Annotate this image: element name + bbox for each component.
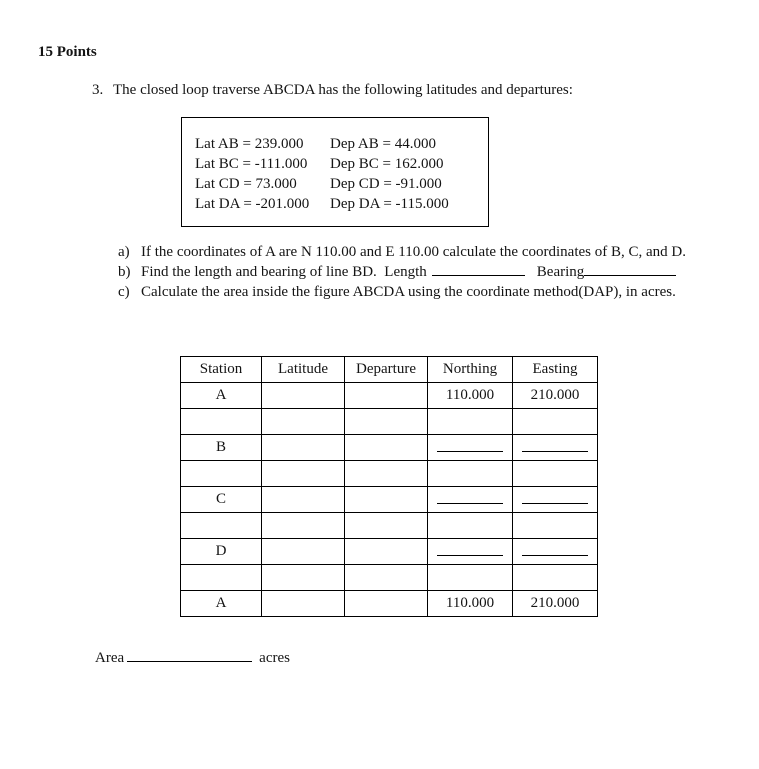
cell-northing [428, 435, 513, 461]
cell-latitude [262, 383, 345, 409]
easting-answer-blank [522, 490, 588, 504]
given-line [182, 174, 488, 194]
lat-cd-value: Lat CD = 73.000 [195, 176, 297, 192]
cell-departure [345, 539, 428, 565]
table-row-spacer [181, 513, 598, 539]
cell-northing [428, 461, 513, 487]
table-row-spacer [181, 409, 598, 435]
dep-cd-value: Dep CD = -91.000 [330, 176, 442, 192]
area-unit-label: acres [259, 650, 290, 666]
cell-easting [513, 435, 598, 461]
subquestion-b [118, 262, 676, 282]
cell-easting [513, 565, 598, 591]
cell-station [181, 565, 262, 591]
northing-answer-blank [437, 542, 503, 556]
length-answer-blank [432, 262, 525, 276]
column-header-station: Station [181, 357, 262, 383]
cell-station: B [181, 435, 262, 461]
cell-departure [345, 409, 428, 435]
given-line [182, 154, 488, 174]
cell-latitude [262, 487, 345, 513]
subquestion-a [118, 242, 686, 262]
cell-easting [513, 539, 598, 565]
cell-northing: 110.000 [428, 591, 513, 617]
cell-northing [428, 565, 513, 591]
table-row-station-a [181, 383, 598, 409]
cell-northing [428, 513, 513, 539]
lat-bc-value: Lat BC = -111.000 [195, 156, 308, 172]
question-number: 3. [92, 82, 104, 98]
cell-latitude [262, 565, 345, 591]
dep-ab-value: Dep AB = 44.000 [330, 136, 436, 152]
bearing-answer-blank [584, 262, 676, 276]
cell-station: A [181, 591, 262, 617]
cell-departure [345, 591, 428, 617]
column-header-departure: Departure [345, 357, 428, 383]
part-a-text: If the coordinates of A are N 110.00 and E 110.00 calculate the coordinates of B, C, and D. [141, 244, 686, 260]
cell-northing: 110.000 [428, 383, 513, 409]
dep-bc-value: Dep BC = 162.000 [330, 156, 444, 172]
part-c-text: Calculate the area inside the figure ABCDA using the coordinate method(DAP), in acres. [141, 284, 676, 300]
northing-answer-blank [437, 438, 503, 452]
column-header-latitude: Latitude [262, 357, 345, 383]
dep-da-value: Dep DA = -115.000 [330, 196, 449, 212]
cell-departure [345, 435, 428, 461]
cell-easting [513, 409, 598, 435]
given-line [182, 134, 488, 154]
table-row-station-d [181, 539, 598, 565]
cell-departure [345, 383, 428, 409]
cell-northing [428, 487, 513, 513]
column-header-northing: Northing [428, 357, 513, 383]
cell-latitude [262, 591, 345, 617]
question-text: The closed loop traverse ABCDA has the following latitudes and departures: [113, 82, 573, 98]
bearing-label: Bearing [536, 264, 585, 280]
area-line [95, 648, 290, 668]
cell-northing [428, 409, 513, 435]
northing-answer-blank [437, 490, 503, 504]
cell-latitude [262, 435, 345, 461]
table-row-spacer [181, 461, 598, 487]
easting-answer-blank [522, 542, 588, 556]
table-header-row [181, 357, 598, 383]
area-label: Area [95, 650, 125, 666]
cell-station [181, 409, 262, 435]
cell-station [181, 461, 262, 487]
cell-northing [428, 539, 513, 565]
easting-answer-blank [522, 438, 588, 452]
cell-easting: 210.000 [513, 591, 598, 617]
cell-easting [513, 487, 598, 513]
cell-easting [513, 461, 598, 487]
cell-departure [345, 513, 428, 539]
coordinate-table [180, 356, 598, 617]
given-values-box [181, 117, 489, 227]
cell-easting: 210.000 [513, 383, 598, 409]
column-header-easting: Easting [513, 357, 598, 383]
cell-latitude [262, 539, 345, 565]
subquestion-c [118, 282, 676, 302]
cell-station: C [181, 487, 262, 513]
cell-latitude [262, 461, 345, 487]
part-b-text: Find the length and bearing of line BD. Length [141, 264, 427, 280]
question-line [92, 80, 573, 100]
cell-easting [513, 513, 598, 539]
lat-ab-value: Lat AB = 239.000 [195, 136, 304, 152]
table-row-station-c [181, 487, 598, 513]
part-b-label: b) [118, 264, 131, 280]
table-row-station-a-close [181, 591, 598, 617]
cell-departure [345, 487, 428, 513]
lat-da-value: Lat DA = -201.000 [195, 196, 310, 212]
part-c-label: c) [118, 284, 130, 300]
cell-station: A [181, 383, 262, 409]
part-a-label: a) [118, 244, 130, 260]
table-row-spacer [181, 565, 598, 591]
cell-departure [345, 565, 428, 591]
table-row-station-b [181, 435, 598, 461]
area-answer-blank [127, 648, 252, 662]
cell-station: D [181, 539, 262, 565]
cell-latitude [262, 409, 345, 435]
points-heading: 15 Points [38, 44, 97, 60]
cell-latitude [262, 513, 345, 539]
given-line [182, 194, 488, 214]
cell-departure [345, 461, 428, 487]
cell-station [181, 513, 262, 539]
